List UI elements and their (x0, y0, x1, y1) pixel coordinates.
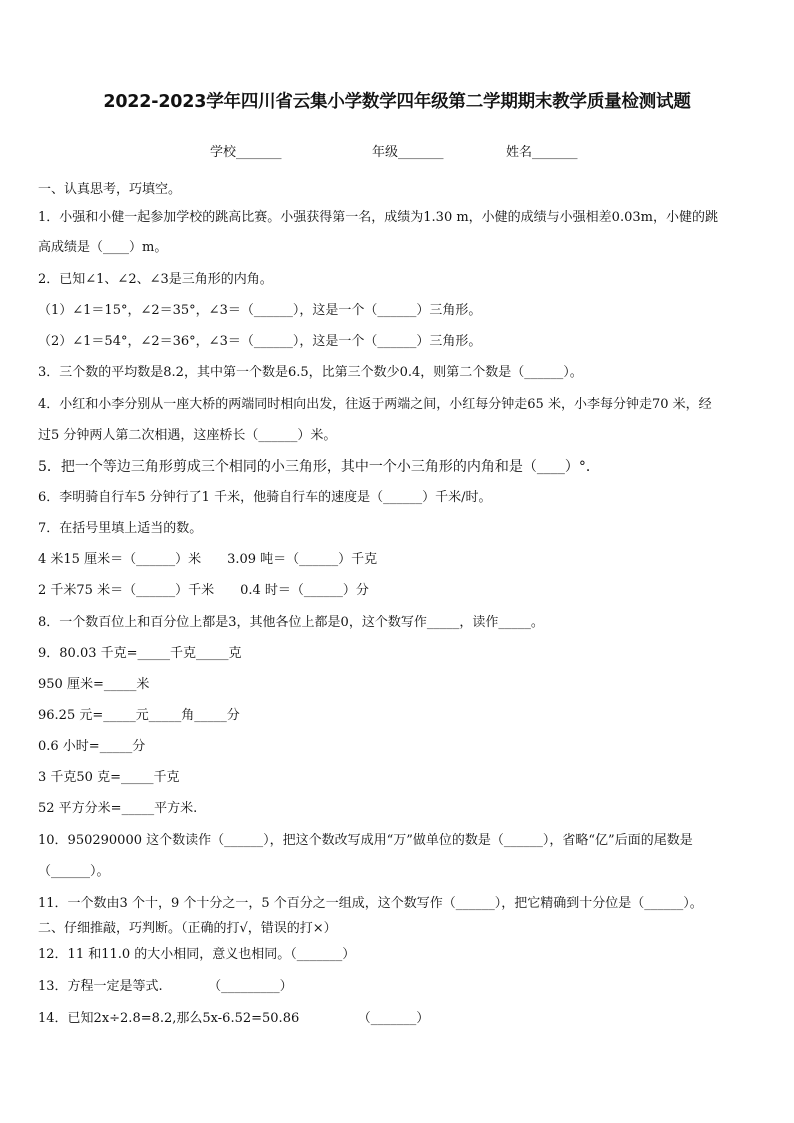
question-9-item-4: 3 千克50 克=_____千克 (38, 770, 180, 785)
question-4-line-1: 4．小红和小李分别从一座大桥的两端同时相向出发，往返于两端之间，小红每分钟走65 米，小李每分钟走70 米，经 (38, 397, 712, 412)
question-9-item-2: 96.25 元=_____元_____角_____分 (38, 708, 240, 723)
question-9-item-5: 52 平方分米=_____平方米. (38, 801, 198, 816)
question-4-line-2: 过5 分钟两人第二次相遇，这座桥长（______）米。 (38, 428, 337, 443)
question-14: 14．已知2x÷2.8=8.2,那么5x-6.52=50.86 （_______） (38, 1011, 430, 1026)
section-heading-1: 一、认真思考，巧填空。 (38, 182, 182, 197)
question-10-line-2: （______）。 (38, 864, 110, 879)
question-2-part-2: （2）∠1＝54°，∠2＝36°，∠3＝（______），这是一个（______）三角形。 (38, 334, 482, 349)
question-7-row-1: 4 米15 厘米＝（______）米 3.09 吨＝（______）千克 (38, 552, 378, 567)
school-field: 学校_______ (210, 145, 282, 160)
question-2: 2．已知∠1、∠2、∠3是三角形的内角。 (38, 272, 273, 287)
question-2-part-1: （1）∠1＝15°，∠2＝35°，∠3＝（______），这是一个（______）三角形。 (38, 303, 482, 318)
question-13: 13．方程一定是等式. （_________） (38, 979, 293, 994)
grade-field: 年级_______ (372, 145, 444, 160)
question-5: 5．把一个等边三角形剪成三个相同的小三角形，其中一个小三角形的内角和是（____）°． (38, 459, 600, 475)
question-9-item-3: 0.6 小时=_____分 (38, 739, 146, 754)
question-8: 8．一个数百位上和百分位上都是3，其他各位上都是0，这个数写作_____，读作_____。 (38, 615, 544, 630)
question-3: 3．三个数的平均数是8.2，其中第一个数是6.5，比第三个数少0.4，则第二个数是（______）。 (38, 365, 583, 380)
name-field: 姓名_______ (506, 145, 578, 160)
question-11: 11．一个数由3 个十，9 个十分之一，5 个百分之一组成，这个数写作（______），把它精确到十分位是（______）。 (38, 896, 703, 911)
section-heading-2: 二、仔细推敲，巧判断。（正确的打√，错误的打×） (38, 921, 337, 936)
question-10-line-1: 10．950290000 这个数读作（______），把这个数改写成用“万”做单位的数是（______），省略“亿”后面的尾数是 (38, 833, 693, 848)
question-1-line-1: 1．小强和小健一起参加学校的跳高比赛。小强获得第一名，成绩为1.30 m，小健的成绩与小强相差0.03m，小健的跳 (38, 210, 718, 225)
question-1-line-2: 高成绩是（____）m。 (38, 240, 168, 255)
question-9: 9．80.03 千克=_____千克_____克 (38, 646, 242, 661)
question-6: 6．李明骑自行车5 分钟行了1 千米，他骑自行车的速度是（______）千米/时。 (38, 490, 492, 505)
question-9-item-1: 950 厘米=_____米 (38, 677, 150, 692)
question-12: 12．11 和11.0 的大小相同，意义也相同。（_______） (38, 947, 356, 962)
question-7-row-2: 2 千米75 米＝（______）千米 0.4 时＝（______）分 (38, 583, 369, 598)
question-7: 7．在括号里填上适当的数。 (38, 521, 203, 536)
page-title: 2022-2023学年四川省云集小学数学四年级第二学期期末教学质量检测试题 (103, 92, 691, 112)
